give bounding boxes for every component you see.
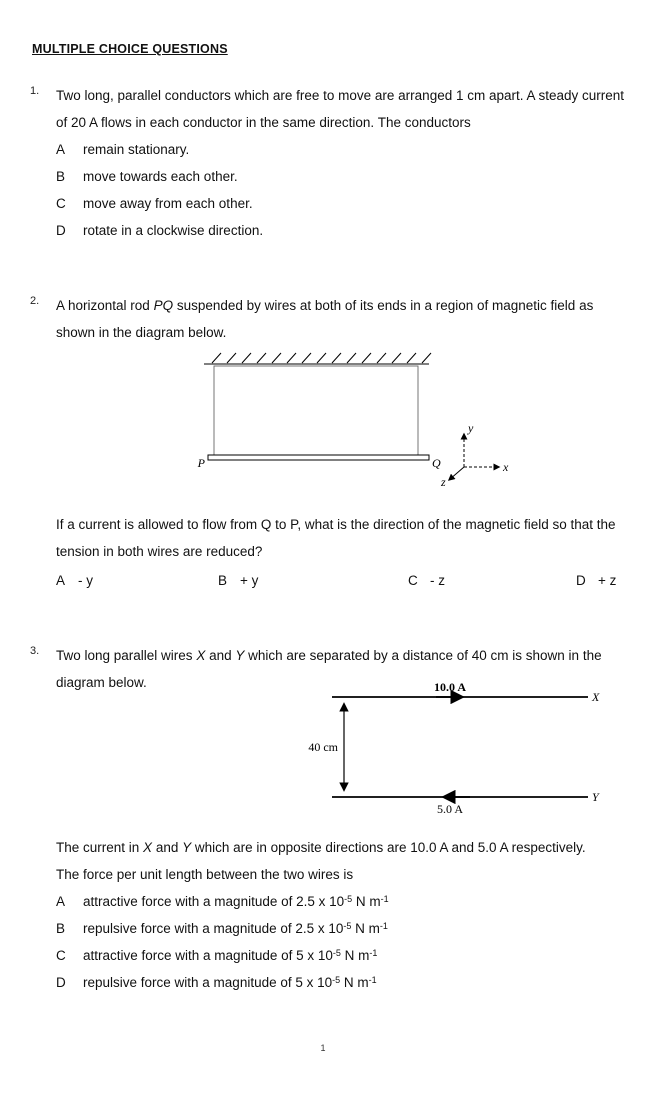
question-2 [30, 292, 632, 594]
option-text: rotate in a clockwise direction. [83, 223, 264, 238]
rod-suspension-figure [196, 350, 526, 490]
exponent: -1 [380, 893, 389, 904]
option-row [56, 163, 632, 190]
z-axis-label: z [441, 475, 446, 489]
option-text: move away from each other. [83, 196, 253, 211]
option-row [218, 567, 408, 594]
option-text: + z [598, 573, 617, 588]
text-run: A horizontal rod [56, 298, 154, 313]
x-axis-label: x [503, 460, 509, 474]
text-run: attractive force with a magnitude of 5 x 10 [83, 948, 333, 963]
y-axis-label: y [468, 421, 474, 435]
text-run: The current in [56, 840, 144, 855]
option-text [83, 888, 389, 915]
variable-x: X [196, 648, 206, 663]
option-row [56, 217, 632, 244]
option-text: remain stationary. [83, 142, 190, 157]
option-label: D [56, 975, 66, 990]
option-label: C [56, 948, 66, 963]
option-row [56, 915, 632, 942]
option-row [56, 567, 218, 594]
option-label: D [576, 573, 586, 588]
option-text [83, 915, 388, 942]
option-label: B [56, 921, 66, 936]
text-run: Two long parallel wires [56, 648, 197, 663]
option-label: D [56, 223, 66, 238]
question-3-prompt: The force per unit length between the two wires is [56, 867, 354, 882]
exponent: -5 [343, 920, 352, 931]
question-3-options [56, 888, 632, 996]
option-label: C [408, 573, 418, 588]
text-run: and [152, 840, 183, 855]
option-text [83, 942, 377, 969]
question-1-text: Two long, parallel conductors which are free to move are arranged 1 cm apart. A steady current of 20 A flows in each conductor in the same direction. The conductors [56, 88, 625, 130]
parallel-wires-figure [298, 682, 608, 817]
wire-x-label: X [592, 690, 600, 704]
z-axis [449, 467, 464, 480]
variable-y: Y [182, 840, 192, 855]
text-run: N m [340, 948, 370, 963]
option-label: A [56, 142, 66, 157]
text-run: N m [351, 921, 380, 936]
option-text: - z [430, 573, 445, 588]
option-label: A [56, 894, 66, 909]
question-2-text [56, 292, 632, 346]
suspension-wires [214, 366, 418, 455]
option-row [408, 567, 576, 594]
exponent: -1 [368, 974, 377, 985]
question-1 [30, 82, 632, 244]
option-row [56, 136, 632, 163]
exponent: -5 [344, 893, 353, 904]
text-run: repulsive force with a magnitude of 5 x 10 [83, 975, 333, 990]
option-text: move towards each other. [83, 169, 238, 184]
variable-pq: PQ [153, 298, 174, 313]
bottom-current-label: 5.0 A [436, 802, 464, 816]
question-3-statement [56, 834, 632, 861]
q3-diagram [298, 682, 608, 826]
option-text: - y [78, 573, 93, 588]
exponent: -5 [332, 947, 341, 958]
option-label: B [218, 573, 228, 588]
option-row [576, 567, 632, 594]
option-row [56, 190, 632, 217]
top-current-label: 10.0 A [433, 682, 467, 694]
option-row [56, 888, 632, 915]
exponent: -1 [379, 920, 388, 931]
distance-label: 40 cm [308, 740, 338, 754]
question-3 [30, 642, 632, 996]
option-text [83, 969, 377, 996]
exponent: -5 [332, 974, 341, 985]
page-title: MULTIPLE CHOICE QUESTIONS [32, 42, 228, 56]
ceiling-hatching [204, 353, 431, 364]
question-2-prompt: If a current is allowed to flow from Q to P, what is the direction of the magnetic field so that the tension in both wires are reduced? [56, 517, 616, 559]
coordinate-axes [440, 421, 509, 489]
text-run: repulsive force with a magnitude of 2.5 x 10 [83, 921, 344, 936]
question-2-body [56, 292, 632, 594]
question-1-number: 1. [30, 85, 40, 97]
text-run: which are in opposite directions are 10.0 A and 5.0 A respectively. [191, 840, 586, 855]
variable-x: X [143, 840, 153, 855]
text-run: N m [352, 894, 381, 909]
text-run: N m [340, 975, 369, 990]
question-2-number: 2. [30, 295, 40, 307]
option-text: + y [240, 573, 259, 588]
question-3-number: 3. [30, 645, 40, 657]
question-3-body [56, 642, 632, 996]
question-1-body [56, 82, 632, 244]
rod-label-p: P [197, 456, 205, 470]
q2-diagram [196, 350, 632, 499]
option-label: B [56, 169, 66, 184]
rod-label-q: Q [432, 456, 441, 470]
variable-y: Y [235, 648, 245, 663]
option-label: A [56, 573, 66, 588]
option-row [56, 942, 632, 969]
option-row [56, 969, 632, 996]
page-number: 1 [320, 1043, 326, 1053]
rod-pq [208, 455, 429, 460]
text-run: which are separated by a distance of 40 cm is shown in the diagram below. [56, 648, 602, 690]
option-label: C [56, 196, 66, 211]
question-1-options [56, 136, 632, 244]
wire-y-label: Y [592, 790, 599, 804]
text-run: suspended by wires at both of its ends in a region of magnetic field as shown in the diagram below. [56, 298, 594, 340]
text-run: and [205, 648, 236, 663]
question-2-options [56, 567, 632, 594]
text-run: attractive force with a magnitude of 2.5 x 10 [83, 894, 345, 909]
exponent: -1 [369, 947, 378, 958]
